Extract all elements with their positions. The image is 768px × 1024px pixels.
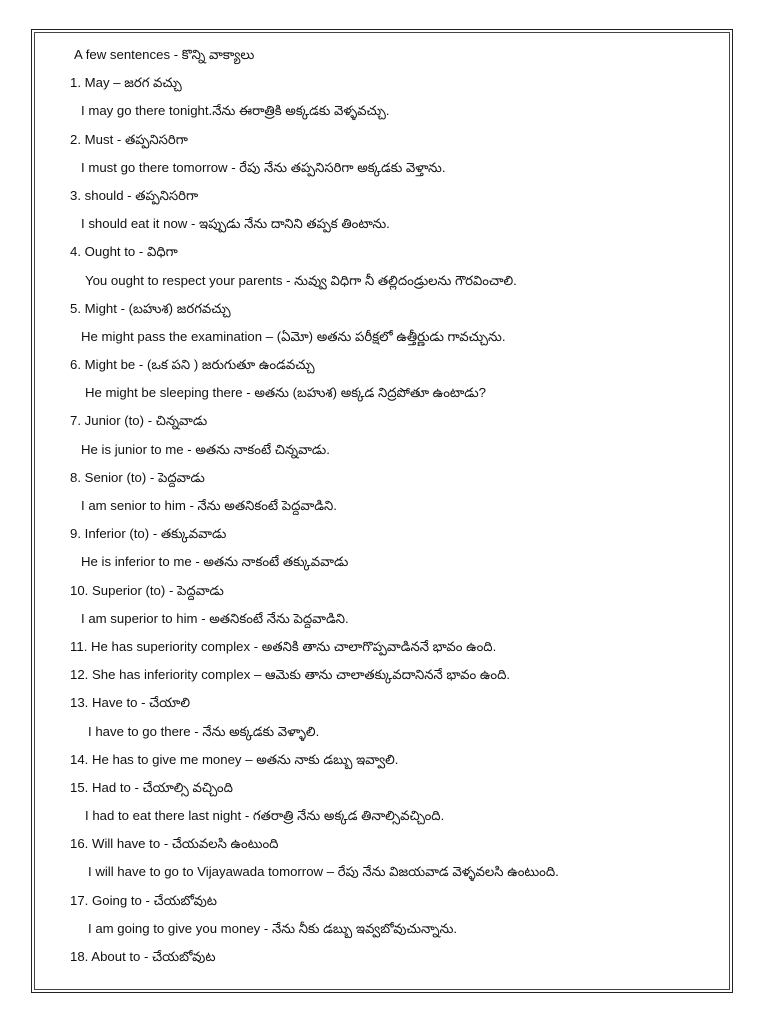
entry-example: He is inferior to me - అతను నాకంటే తక్కువవాడు	[81, 554, 349, 570]
entry-example: I must go there tomorrow - రేపు నేను తప్పనిసరిగా అక్కడకు వెళ్తాను.	[81, 159, 446, 175]
entry-heading: 13. Have to - చేయాలి	[70, 695, 191, 711]
entry-example: I should eat it now - ఇప్పుడు నేను దానిని తప్పక తింటాను.	[81, 216, 390, 232]
entry-example: I had to eat there last night - గతరాత్రి నేను అక్కడ తినాల్సివచ్చింది.	[85, 808, 445, 824]
entry-example: I am going to give you money - నేను నీకు డబ్బు ఇవ్వబోవుచున్నాను.	[88, 920, 458, 936]
entry-example: He might pass the examination – (ఏమో) అతను పరీక్షలో ఉత్తీర్ణుడు గావచ్చును.	[81, 328, 506, 344]
entry-heading: 5. Might - (బహుశ) జరగవచ్చు	[70, 300, 231, 316]
document-title: A few sentences - కొన్ని వాక్యాలు	[74, 47, 255, 62]
entry-heading: 15. Had to - చేయాల్సి వచ్చింది	[70, 779, 233, 795]
entry-example: You ought to respect your parents - నువ్వు విధిగా నీ తల్లిదండ్రులను గౌరవించాలి.	[85, 272, 517, 288]
entry-heading: 1. May – జరగ వచ్చు	[70, 75, 182, 91]
entry-example: I may go there tonight.నేను ఈరాత్రికి అక్కడకు వెళ్ళవచ్చు.	[81, 103, 390, 119]
entry-example: I have to go there - నేను అక్కడకు వెళ్ళాలి.	[88, 723, 320, 739]
entry-heading: 3. should - తప్పనిసరిగా	[70, 187, 199, 203]
entry-heading: 12. She has inferiority complex – ఆమెకు తాను చాలాతక్కువదానిననే భావం ఉంది.	[70, 667, 511, 683]
entry-heading: 6. Might be - (ఒక పని ) జరుగుతూ ఉండవచ్చు	[70, 357, 315, 373]
entry-heading: 8. Senior (to) - పెద్దవాడు	[70, 469, 205, 485]
sentence-list	[0, 44, 768, 974]
entry-example: He might be sleeping there - అతను (బహుశ) అక్కడ నిద్రపోతూ ఉంటాడు?	[85, 385, 486, 401]
entry-heading: 4. Ought to - విధిగా	[70, 244, 178, 260]
entry-example: I am senior to him - నేను అతనికంటే పెద్దవాడిని.	[81, 498, 337, 513]
entry-heading: 2. Must - తప్పనిసరిగా	[70, 131, 188, 147]
entry-example: I am superior to him - అతనికంటే నేను పెద్దవాడిని.	[81, 610, 349, 626]
entry-heading: 17. Going to - చేయబోవుట	[70, 892, 217, 908]
entry-heading: 11. He has superiority complex - అతనికి తాను చాలాగొప్పవాడిననే భావం ఉంది.	[70, 638, 497, 654]
entry-heading: 14. He has to give me money – అతను నాకు డబ్బు ఇవ్వాలి.	[70, 751, 399, 767]
entry-heading: 7. Junior (to) - చిన్నవాడు	[70, 413, 208, 429]
entry-example: He is junior to me - అతను నాకంటే చిన్నవాడు.	[81, 441, 330, 457]
entry-heading: 10. Superior (to) - పెద్దవాడు	[70, 582, 224, 598]
entry-example: I will have to go to Vijayawada tomorrow – రేపు నేను విజయవాడ వెళ్ళవలసి ఉంటుంది.	[88, 864, 559, 880]
entry-heading: 16. Will have to - చేయవలసి ఉంటుంది	[70, 836, 279, 852]
entry-heading: 9. Inferior (to) - తక్కువవాడు	[70, 526, 227, 542]
entry-heading: 18. About to - చేయబోవుట	[70, 949, 216, 964]
lines-container	[0, 72, 768, 974]
